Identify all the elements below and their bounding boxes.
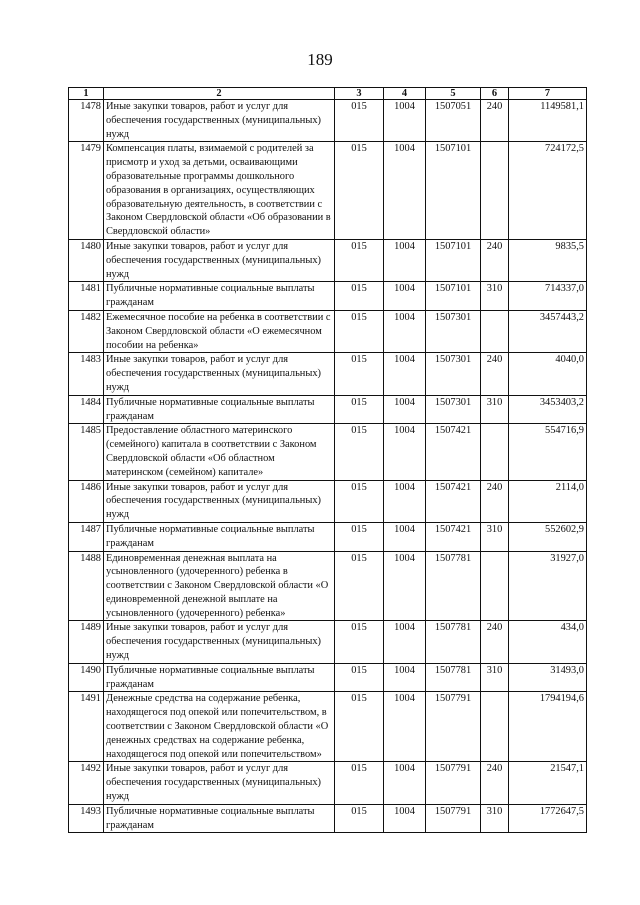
column-5-cell: 1507301	[426, 310, 481, 352]
column-4-cell: 1004	[384, 100, 426, 142]
page-number: 189	[307, 50, 333, 69]
amount-cell: 31927,0	[509, 551, 587, 621]
table-row	[69, 663, 587, 692]
amount-cell: 3453403,2	[509, 395, 587, 424]
column-3-cell: 015	[335, 239, 384, 281]
row-number-cell: 1491	[69, 692, 104, 762]
table-row	[69, 762, 587, 804]
amount-cell: 2114,0	[509, 480, 587, 522]
budget-table	[68, 87, 587, 833]
column-6-cell	[481, 142, 509, 240]
column-3-cell: 015	[335, 621, 384, 663]
column-5-cell: 1507791	[426, 804, 481, 833]
table-row	[69, 480, 587, 522]
column-3-cell: 015	[335, 551, 384, 621]
column-4-cell: 1004	[384, 239, 426, 281]
column-header: 5	[426, 88, 481, 100]
table-row	[69, 239, 587, 281]
column-4-cell: 1004	[384, 621, 426, 663]
amount-cell: 3457443,2	[509, 310, 587, 352]
table-row	[69, 804, 587, 833]
column-header: 7	[509, 88, 587, 100]
column-6-cell: 310	[481, 395, 509, 424]
description-cell: Компенсация платы, взимаемой с родителей за присмотр и уход за детьми, осваивающими образовательные программы дошкольного образования в организациях, осуществляющих образовательную деятельность, в соответствии с Законом Свердловской области «Об образовании в Свердловской области»	[104, 142, 335, 240]
column-4-cell: 1004	[384, 424, 426, 480]
column-3-cell: 015	[335, 142, 384, 240]
description-cell: Единовременная денежная выплата на усыновленного (удочеренного) ребенка в соответствии с Законом Свердловской области «О единовременной денежной выплате на усыновленного (удочеренного) ребенка»	[104, 551, 335, 621]
description-cell: Денежные средства на содержание ребенка, находящегося под опекой или попечительством, в соответствии с Законом Свердловской области «О денежных средствах на содержание ребенка, находящегося под опекой или попечительством»	[104, 692, 335, 762]
column-6-cell: 310	[481, 522, 509, 551]
column-3-cell: 015	[335, 424, 384, 480]
column-5-cell: 1507781	[426, 551, 481, 621]
column-6-cell	[481, 692, 509, 762]
column-3-cell: 015	[335, 282, 384, 311]
description-cell: Иные закупки товаров, работ и услуг для обеспечения государственных (муниципальных) нужд	[104, 100, 335, 142]
column-4-cell: 1004	[384, 395, 426, 424]
column-4-cell: 1004	[384, 663, 426, 692]
table-row	[69, 551, 587, 621]
row-number-cell: 1482	[69, 310, 104, 352]
row-number-cell: 1492	[69, 762, 104, 804]
column-header: 2	[104, 88, 335, 100]
column-4-cell: 1004	[384, 551, 426, 621]
column-6-cell: 310	[481, 804, 509, 833]
amount-cell: 1149581,1	[509, 100, 587, 142]
column-4-cell: 1004	[384, 762, 426, 804]
row-number-cell: 1479	[69, 142, 104, 240]
column-6-cell: 240	[481, 762, 509, 804]
column-5-cell: 1507301	[426, 353, 481, 395]
column-6-cell	[481, 424, 509, 480]
description-cell: Публичные нормативные социальные выплаты гражданам	[104, 522, 335, 551]
description-cell: Ежемесячное пособие на ребенка в соответствии с Законом Свердловской области «О ежемесячном пособии на ребенка»	[104, 310, 335, 352]
description-cell: Публичные нормативные социальные выплаты гражданам	[104, 282, 335, 311]
column-5-cell: 1507421	[426, 522, 481, 551]
column-4-cell: 1004	[384, 310, 426, 352]
column-6-cell	[481, 310, 509, 352]
table-row	[69, 621, 587, 663]
column-4-cell: 1004	[384, 692, 426, 762]
table-row	[69, 310, 587, 352]
table-row	[69, 522, 587, 551]
column-header: 3	[335, 88, 384, 100]
description-cell: Иные закупки товаров, работ и услуг для обеспечения государственных (муниципальных) нужд	[104, 762, 335, 804]
amount-cell: 1772647,5	[509, 804, 587, 833]
column-6-cell: 310	[481, 663, 509, 692]
description-cell: Иные закупки товаров, работ и услуг для обеспечения государственных (муниципальных) нужд	[104, 239, 335, 281]
amount-cell: 31493,0	[509, 663, 587, 692]
table-row	[69, 100, 587, 142]
column-3-cell: 015	[335, 804, 384, 833]
description-cell: Публичные нормативные социальные выплаты гражданам	[104, 804, 335, 833]
row-number-cell: 1489	[69, 621, 104, 663]
amount-cell: 4040,0	[509, 353, 587, 395]
column-4-cell: 1004	[384, 282, 426, 311]
column-3-cell: 015	[335, 663, 384, 692]
row-number-cell: 1493	[69, 804, 104, 833]
amount-cell: 552602,9	[509, 522, 587, 551]
column-5-cell: 1507421	[426, 480, 481, 522]
row-number-cell: 1478	[69, 100, 104, 142]
column-6-cell: 240	[481, 353, 509, 395]
row-number-cell: 1486	[69, 480, 104, 522]
column-3-cell: 015	[335, 395, 384, 424]
column-5-cell: 1507791	[426, 692, 481, 762]
description-cell: Иные закупки товаров, работ и услуг для обеспечения государственных (муниципальных) нужд	[104, 480, 335, 522]
column-3-cell: 015	[335, 522, 384, 551]
column-6-cell: 310	[481, 282, 509, 311]
amount-cell: 724172,5	[509, 142, 587, 240]
column-6-cell	[481, 551, 509, 621]
column-5-cell: 1507051	[426, 100, 481, 142]
column-3-cell: 015	[335, 353, 384, 395]
amount-cell: 21547,1	[509, 762, 587, 804]
column-6-cell: 240	[481, 100, 509, 142]
column-6-cell: 240	[481, 239, 509, 281]
amount-cell: 714337,0	[509, 282, 587, 311]
table-row	[69, 282, 587, 311]
description-cell: Иные закупки товаров, работ и услуг для обеспечения государственных (муниципальных) нужд	[104, 621, 335, 663]
column-header: 6	[481, 88, 509, 100]
amount-cell: 9835,5	[509, 239, 587, 281]
table-row	[69, 395, 587, 424]
column-5-cell: 1507101	[426, 142, 481, 240]
column-3-cell: 015	[335, 480, 384, 522]
description-cell: Публичные нормативные социальные выплаты гражданам	[104, 395, 335, 424]
column-5-cell: 1507101	[426, 282, 481, 311]
row-number-cell: 1483	[69, 353, 104, 395]
column-6-cell: 240	[481, 621, 509, 663]
amount-cell: 554716,9	[509, 424, 587, 480]
column-header-row	[69, 88, 587, 100]
column-3-cell: 015	[335, 692, 384, 762]
description-cell: Предоставление областного материнского (семейного) капитала в соответствии с Законом Свердловской области «Об областном материнском (семейном) капитале»	[104, 424, 335, 480]
column-4-cell: 1004	[384, 804, 426, 833]
column-3-cell: 015	[335, 310, 384, 352]
column-4-cell: 1004	[384, 353, 426, 395]
column-5-cell: 1507301	[426, 395, 481, 424]
amount-cell: 1794194,6	[509, 692, 587, 762]
column-3-cell: 015	[335, 762, 384, 804]
column-5-cell: 1507101	[426, 239, 481, 281]
column-header: 4	[384, 88, 426, 100]
table-row	[69, 424, 587, 480]
description-cell: Иные закупки товаров, работ и услуг для обеспечения государственных (муниципальных) нужд	[104, 353, 335, 395]
column-6-cell: 240	[481, 480, 509, 522]
table-row	[69, 692, 587, 762]
column-4-cell: 1004	[384, 142, 426, 240]
column-4-cell: 1004	[384, 480, 426, 522]
column-5-cell: 1507421	[426, 424, 481, 480]
table-body	[69, 100, 587, 833]
column-5-cell: 1507781	[426, 621, 481, 663]
column-header: 1	[69, 88, 104, 100]
column-3-cell: 015	[335, 100, 384, 142]
table-row	[69, 142, 587, 240]
amount-cell: 434,0	[509, 621, 587, 663]
row-number-cell: 1490	[69, 663, 104, 692]
description-cell: Публичные нормативные социальные выплаты гражданам	[104, 663, 335, 692]
column-4-cell: 1004	[384, 522, 426, 551]
row-number-cell: 1487	[69, 522, 104, 551]
row-number-cell: 1480	[69, 239, 104, 281]
row-number-cell: 1481	[69, 282, 104, 311]
column-5-cell: 1507781	[426, 663, 481, 692]
row-number-cell: 1488	[69, 551, 104, 621]
table-row	[69, 353, 587, 395]
column-5-cell: 1507791	[426, 762, 481, 804]
row-number-cell: 1485	[69, 424, 104, 480]
row-number-cell: 1484	[69, 395, 104, 424]
